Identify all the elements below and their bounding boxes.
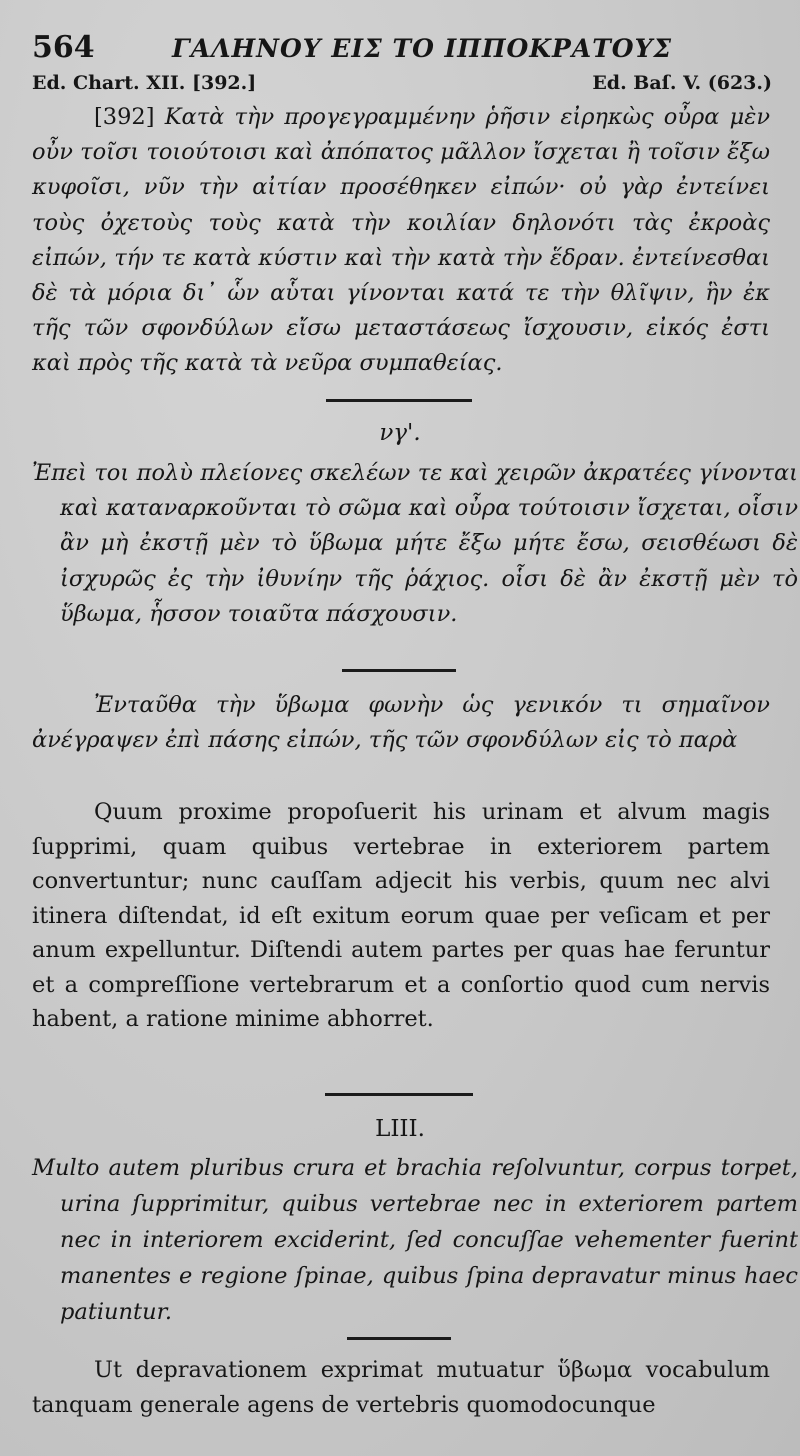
section-rule [325,1093,473,1096]
section-rule [326,399,472,402]
running-title: ΓΑΛΗΝΟΥ ΕΙΣ ΤΟ ΙΠΠΟΚΡΑΤΟΥΣ [172,34,673,63]
greek-commentary-text: Κατὰ τὴν προγεγραμμένην ῥῆσιν εἰρηκὼς οὖρα μὲν οὖν τοῖσι τοιούτοισι καὶ ἀπόπατος μᾶλλον ἴσχεται ἢ τοῖσιν ἔξω κυφοῖσι, νῦν τὴν αἰτίαν προσέθηκεν εἰπών· οὐ γὰρ ἐντείνει τοὺς ὀχετοὺς τοὺς κατὰ τὴν κοιλίαν δηλονότι τὰς ἐκροὰς εἰπών, τήν τε κατὰ κύστιν καὶ τὴν κατὰ τὴν ἕδραν. ἐντείνεσθαι δὲ τὰ μόρια δι᾽ ὧν αὗται γίνονται κατά τε τὴν θλῖψιν, ἣν ἐκ τῆς τῶν σφονδύλων εἴσω μεταστάσεως ἴσχουσιν, εἰκός ἐστι καὶ πρὸς τῆς κατὰ τὰ νεῦρα συμπαθείας. [32,104,771,377]
latin-aphorism: Multo autem pluribus crura et brachia reſolvuntur, corpus torpet, urina ſupprimitur, quibus vertebrae nec in exteriorem partem nec in interiorem exciderint, ſed concuſſae vehementer fuerint manentes e regione ſpinae, quibus ſpina depravatur minus haec patiuntur. [32,1155,798,1325]
section-rule [347,1337,451,1340]
latin-commentary: Quum proxime propoſuerit his urinam et alvum magis ſupprimi, quam quibus vertebrae in exteriorem partem convertuntur; nunc cauſſam adjecit his verbis, quum nec alvi itinera diſtendat, id eſt exitum eorum quae per veſicam et per anum expelluntur. Diſtendi autem partes per quas hae feruntur et a compreſſione vertebrarum et a conſortio quod cum nervis habent, a ratione minime abhorret. [32,799,770,1032]
greek-commentary-continued: Ἐνταῦθα τὴν ὕβωμα φωνὴν ὡς γενικόν τι σημαῖνον ἀνέγραψεν ἐπὶ πάσης εἰπών, τῆς τῶν σφονδύλων εἰς τὸ παρὰ [32,692,770,754]
section-rule [342,669,456,672]
greek-section-number: νγ'. [379,420,421,446]
edition-basel: Ed. Baſ. V. (623.) [592,72,772,94]
edition-chartier: Ed. Chart. XII. [392.] [32,72,257,94]
latin-section-number: LIII. [375,1116,425,1142]
page-marker: [392] [94,104,155,130]
latin-commentary-continued: Ut depravationem exprimat mutuatur ὕβωμα vocabulum tanquam generale agens de vertebris quomodocunque [32,1357,770,1418]
greek-aphorism: Ἐπεὶ τοι πολὺ πλείονες σκελέων τε καὶ χειρῶν ἀκρατέες γίνονται καὶ καταναρκοῦνται τὸ σῶμα καὶ οὖρα τούτοισιν ἴσχεται, οἷσιν ἂν μὴ ἐκστῇ μὲν τὸ ὕβωμα μήτε ἔξω μήτε ἔσω, σεισθέωσι δὲ ἰσχυρῶς ἐς τὴν ἰθυνίην τῆς ῥάχιος. οἷσι δὲ ἂν ἐκστῇ μὲν τὸ ὕβωμα, ἧσσον τοιαῦτα πάσχουσιν. [32,460,798,627]
greek-commentary [32,100,770,382]
edition-line [32,72,772,100]
page-header [32,30,772,70]
page-number: 564 [32,30,95,65]
